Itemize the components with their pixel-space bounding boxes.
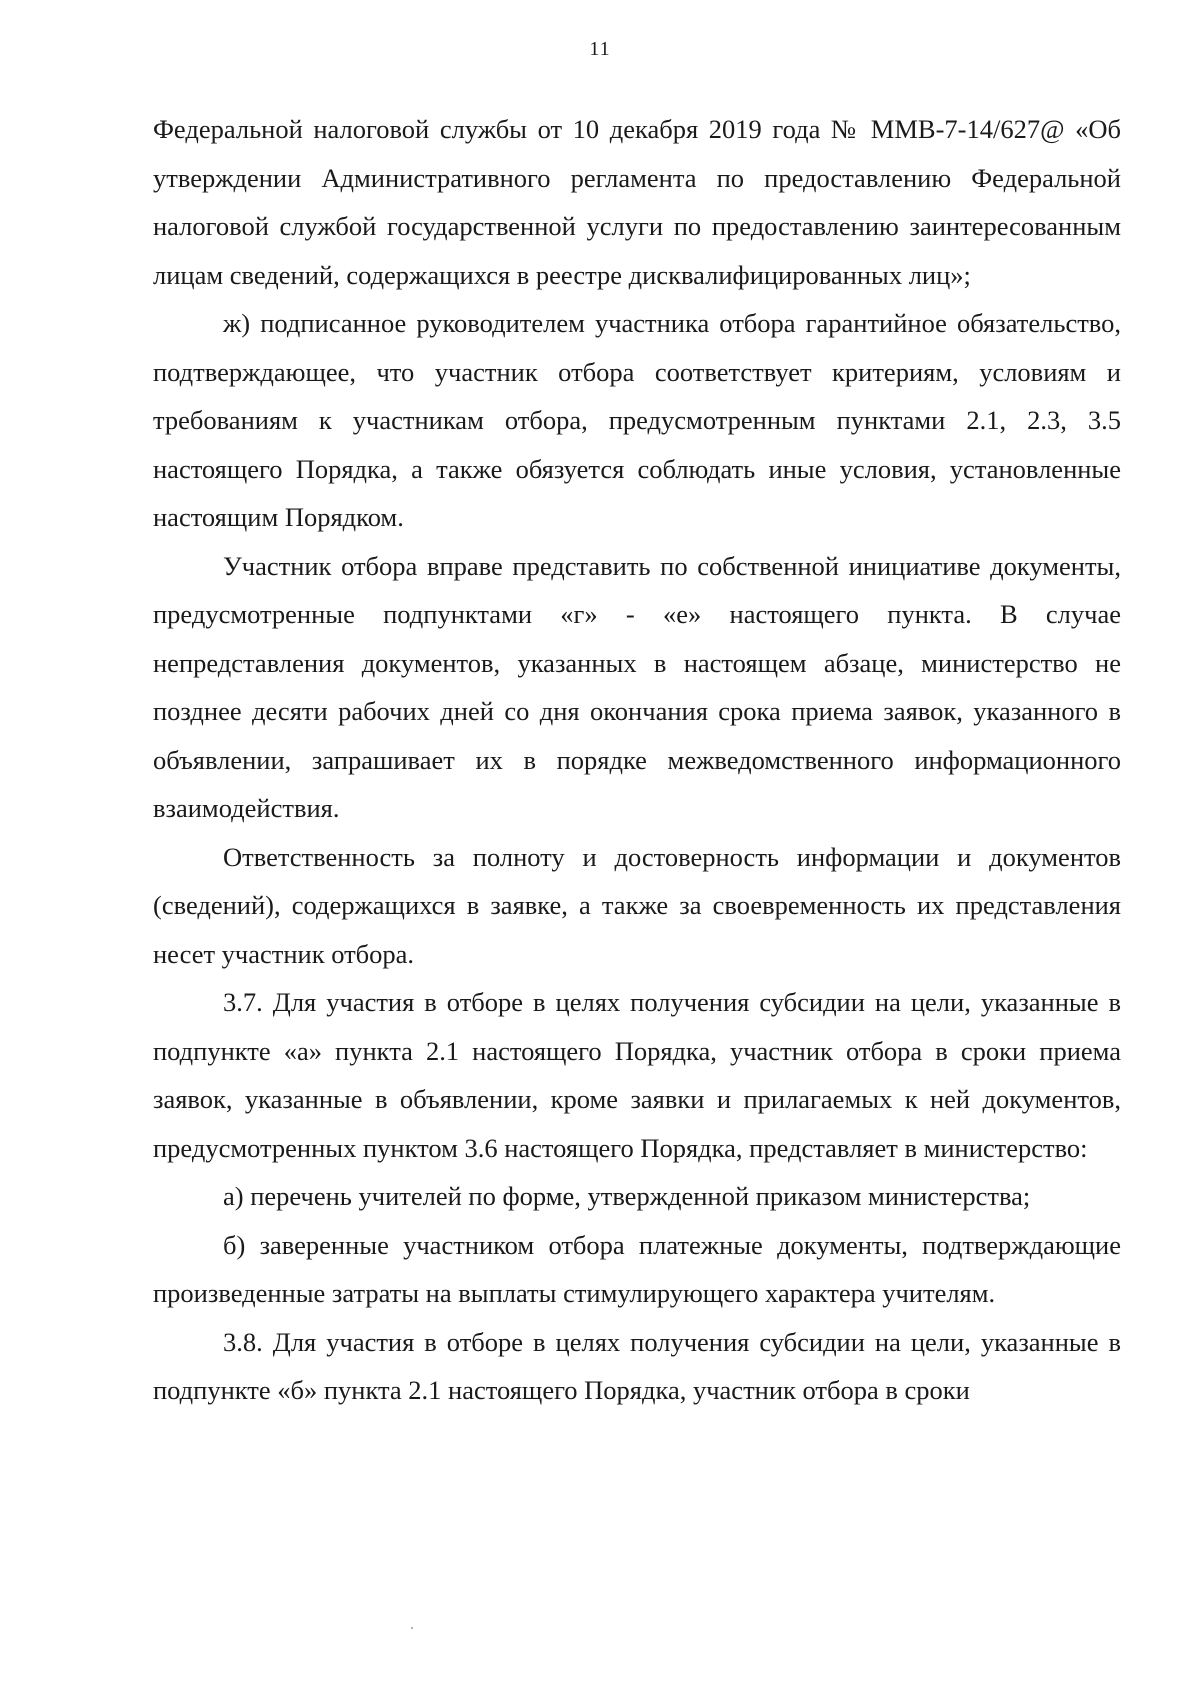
page-number: 11	[589, 38, 611, 60]
paragraph-own-initiative: Участник отбора вправе представить по собственной инициативе документы, предусмотренные подпунктами «г» - «е» настоящего пункта. В случае непредставления документов, указанных в настоящем абзаце, министерство не позднее десяти рабочих дней со дня окончания срока приема заявок, указанного в объявлении, запрашивает их в порядке межведомственного информационного взаимодействия.	[153, 550, 1121, 823]
paragraph-clause-3-7: 3.7. Для участия в отборе в целях получения субсидии на цели, указанные в подпункте «а» пункта 2.1 настоящего Порядка, участник отбора в сроки приема заявок, указанные в объявлении, кроме заявки и прилагаемых к ней документов, предусмотренных пунктом 3.6 настоящего Порядка, представляет в министерство:	[153, 987, 1121, 1163]
paragraph-continuation-fns-order: Федеральной налоговой службы от 10 декабря 2019 года № ММВ-7-14/627@ «Об утверждении Административного регламента по предоставлению Федеральной налоговой службой государственной услуги по предоставлению заинтересованным лицам сведений, содержащихся в реестре дисквалифицированных лиц»;	[153, 114, 1121, 290]
paragraph-clause-3-8: 3.8. Для участия в отборе в целях получения субсидии на цели, указанные в подпункте «б» пункта 2.1 настоящего Порядка, участник отбора в сроки	[153, 1326, 1121, 1405]
paragraph-item-zh-guarantee: ж) подписанное руководителем участника отбора гарантийное обязательство, подтверждающее, что участник отбора соответствует критериям, условиям и требованиям к участникам отбора, предусмотренным пунктами 2.1, 2.3, 3.5 настоящего Порядка, а также обязуется соблюдать иные условия, установленные настоящим Порядком.	[153, 308, 1121, 532]
scan-speck	[411, 1627, 413, 1629]
paragraph-responsibility: Ответственность за полноту и достоверность информации и документов (сведений), содержащихся в заявке, а также за своевременность их представления несет участник отбора.	[153, 841, 1121, 969]
paragraph-item-a-teachers-list: а) перечень учителей по форме, утвержденной приказом министерства;	[223, 1181, 1031, 1211]
paragraph-item-b-payment-docs: б) заверенные участником отбора платежные документы, подтверждающие произведенные затраты на выплаты стимулирующего характера учителям.	[153, 1229, 1121, 1308]
document-body	[153, 105, 1121, 1415]
